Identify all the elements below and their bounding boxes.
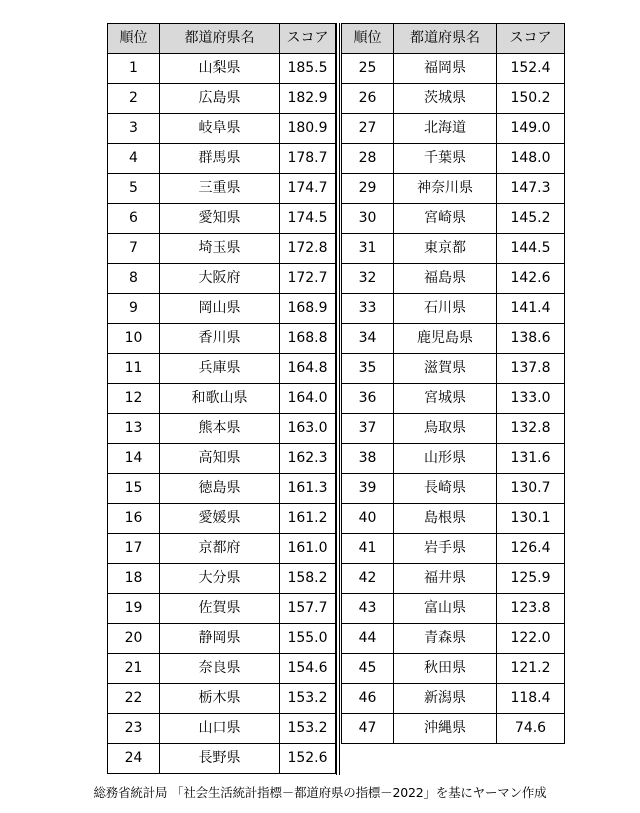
prefecture-cell: 福岡県: [394, 54, 497, 84]
rank-cell: 45: [342, 654, 394, 684]
table-row: [108, 474, 336, 504]
score-cell: 149.0: [497, 114, 565, 144]
rank-cell: 40: [342, 504, 394, 534]
table-row: [342, 84, 565, 114]
table-row: [342, 654, 565, 684]
score-cell: 131.6: [497, 444, 565, 474]
table-row: [108, 144, 336, 174]
prefecture-cell: 兵庫県: [160, 354, 280, 384]
score-cell: 185.5: [280, 54, 336, 84]
score-cell: 121.2: [497, 654, 565, 684]
prefecture-cell: 香川県: [160, 324, 280, 354]
score-cell: 182.9: [280, 84, 336, 114]
score-cell: 158.2: [280, 564, 336, 594]
ranking-table-right: [341, 23, 565, 744]
score-cell: 118.4: [497, 684, 565, 714]
table-row: [342, 234, 565, 264]
table-row: [342, 534, 565, 564]
score-cell: 153.2: [280, 684, 336, 714]
table-row: [108, 324, 336, 354]
score-cell: 157.7: [280, 594, 336, 624]
table-row: [108, 714, 336, 744]
prefecture-cell: 熊本県: [160, 414, 280, 444]
rank-cell: 14: [108, 444, 160, 474]
table-row: [108, 54, 336, 84]
score-cell: 164.0: [280, 384, 336, 414]
table-row: [108, 744, 336, 774]
rank-cell: 33: [342, 294, 394, 324]
score-cell: 161.0: [280, 534, 336, 564]
rank-cell: 9: [108, 294, 160, 324]
table-row: [108, 84, 336, 114]
header-prefecture: 都道府県名: [160, 24, 280, 54]
prefecture-cell: 山梨県: [160, 54, 280, 84]
header-row: [342, 24, 565, 54]
prefecture-cell: 沖縄県: [394, 714, 497, 744]
rank-cell: 41: [342, 534, 394, 564]
table-row: [342, 264, 565, 294]
table-row: [342, 444, 565, 474]
table-row: [108, 354, 336, 384]
rank-cell: 11: [108, 354, 160, 384]
prefecture-cell: 和歌山県: [160, 384, 280, 414]
rank-cell: 38: [342, 444, 394, 474]
score-cell: 132.8: [497, 414, 565, 444]
rank-cell: 36: [342, 384, 394, 414]
prefecture-cell: 千葉県: [394, 144, 497, 174]
score-cell: 168.8: [280, 324, 336, 354]
score-cell: 152.4: [497, 54, 565, 84]
prefecture-cell: 北海道: [394, 114, 497, 144]
rank-cell: 28: [342, 144, 394, 174]
rank-cell: 47: [342, 714, 394, 744]
prefecture-cell: 石川県: [394, 294, 497, 324]
table-row: [108, 594, 336, 624]
rank-cell: 4: [108, 144, 160, 174]
rank-cell: 37: [342, 414, 394, 444]
prefecture-cell: 島根県: [394, 504, 497, 534]
score-cell: 122.0: [497, 624, 565, 654]
rank-cell: 42: [342, 564, 394, 594]
score-cell: 161.2: [280, 504, 336, 534]
table-row: [342, 414, 565, 444]
rank-cell: 18: [108, 564, 160, 594]
score-cell: 172.7: [280, 264, 336, 294]
prefecture-cell: 東京都: [394, 234, 497, 264]
score-cell: 174.7: [280, 174, 336, 204]
prefecture-cell: 宮城県: [394, 384, 497, 414]
score-cell: 142.6: [497, 264, 565, 294]
rank-cell: 25: [342, 54, 394, 84]
prefecture-cell: 大阪府: [160, 264, 280, 294]
rank-cell: 22: [108, 684, 160, 714]
score-cell: 174.5: [280, 204, 336, 234]
table-row: [108, 234, 336, 264]
rank-cell: 23: [108, 714, 160, 744]
rank-cell: 30: [342, 204, 394, 234]
rank-cell: 12: [108, 384, 160, 414]
rank-cell: 10: [108, 324, 160, 354]
score-cell: 162.3: [280, 444, 336, 474]
score-cell: 138.6: [497, 324, 565, 354]
rank-cell: 3: [108, 114, 160, 144]
table-row: [342, 594, 565, 624]
score-cell: 125.9: [497, 564, 565, 594]
header-score: スコア: [497, 24, 565, 54]
table-row: [342, 474, 565, 504]
header-score: スコア: [280, 24, 336, 54]
prefecture-cell: 宮崎県: [394, 204, 497, 234]
prefecture-cell: 神奈川県: [394, 174, 497, 204]
prefecture-cell: 長野県: [160, 744, 280, 774]
table-row: [108, 384, 336, 414]
rank-cell: 19: [108, 594, 160, 624]
header-rank: 順位: [342, 24, 394, 54]
rank-cell: 35: [342, 354, 394, 384]
prefecture-cell: 埼玉県: [160, 234, 280, 264]
prefecture-cell: 岩手県: [394, 534, 497, 564]
rank-cell: 20: [108, 624, 160, 654]
table-row: [108, 684, 336, 714]
score-cell: 164.8: [280, 354, 336, 384]
score-cell: 178.7: [280, 144, 336, 174]
rank-cell: 13: [108, 414, 160, 444]
rank-cell: 31: [342, 234, 394, 264]
prefecture-cell: 山形県: [394, 444, 497, 474]
prefecture-cell: 静岡県: [160, 624, 280, 654]
score-cell: 126.4: [497, 534, 565, 564]
table-row: [342, 504, 565, 534]
prefecture-cell: 高知県: [160, 444, 280, 474]
rank-cell: 5: [108, 174, 160, 204]
table-row: [108, 414, 336, 444]
rank-cell: 46: [342, 684, 394, 714]
prefecture-cell: 奈良県: [160, 654, 280, 684]
prefecture-cell: 三重県: [160, 174, 280, 204]
table-row: [108, 204, 336, 234]
prefecture-cell: 滋賀県: [394, 354, 497, 384]
table-row: [108, 294, 336, 324]
table-row: [342, 324, 565, 354]
table-row: [342, 624, 565, 654]
table-row: [342, 114, 565, 144]
rank-cell: 17: [108, 534, 160, 564]
prefecture-cell: 徳島県: [160, 474, 280, 504]
score-cell: 152.6: [280, 744, 336, 774]
double-divider: [336, 23, 340, 775]
prefecture-cell: 秋田県: [394, 654, 497, 684]
prefecture-cell: 福井県: [394, 564, 497, 594]
prefecture-cell: 広島県: [160, 84, 280, 114]
table-row: [108, 264, 336, 294]
prefecture-cell: 大分県: [160, 564, 280, 594]
table-row: [342, 564, 565, 594]
score-cell: 145.2: [497, 204, 565, 234]
table-row: [108, 624, 336, 654]
table-row: [342, 684, 565, 714]
score-cell: 180.9: [280, 114, 336, 144]
header-row: [108, 24, 336, 54]
prefecture-cell: 富山県: [394, 594, 497, 624]
score-cell: 168.9: [280, 294, 336, 324]
prefecture-cell: 京都府: [160, 534, 280, 564]
score-cell: 137.8: [497, 354, 565, 384]
rank-cell: 15: [108, 474, 160, 504]
table-row: [108, 654, 336, 684]
prefecture-cell: 新潟県: [394, 684, 497, 714]
table-row: [108, 114, 336, 144]
prefecture-cell: 長崎県: [394, 474, 497, 504]
prefecture-cell: 佐賀県: [160, 594, 280, 624]
rank-cell: 8: [108, 264, 160, 294]
score-cell: 153.2: [280, 714, 336, 744]
table-row: [108, 534, 336, 564]
score-cell: 147.3: [497, 174, 565, 204]
prefecture-cell: 鳥取県: [394, 414, 497, 444]
score-cell: 74.6: [497, 714, 565, 744]
rank-cell: 27: [342, 114, 394, 144]
score-cell: 172.8: [280, 234, 336, 264]
score-cell: 123.8: [497, 594, 565, 624]
rank-cell: 44: [342, 624, 394, 654]
prefecture-cell: 鹿児島県: [394, 324, 497, 354]
score-cell: 163.0: [280, 414, 336, 444]
score-cell: 148.0: [497, 144, 565, 174]
score-cell: 133.0: [497, 384, 565, 414]
score-cell: 161.3: [280, 474, 336, 504]
table-row: [342, 204, 565, 234]
rank-cell: 6: [108, 204, 160, 234]
score-cell: 154.6: [280, 654, 336, 684]
prefecture-cell: 栃木県: [160, 684, 280, 714]
rank-cell: 39: [342, 474, 394, 504]
prefecture-cell: 山口県: [160, 714, 280, 744]
rank-cell: 2: [108, 84, 160, 114]
rank-cell: 24: [108, 744, 160, 774]
table-row: [342, 354, 565, 384]
table-row: [342, 54, 565, 84]
prefecture-cell: 青森県: [394, 624, 497, 654]
prefecture-cell: 岡山県: [160, 294, 280, 324]
table-row: [342, 294, 565, 324]
rank-cell: 1: [108, 54, 160, 84]
header-rank: 順位: [108, 24, 160, 54]
source-note: 総務省統計局 「社会生活統計指標－都道府県の指標－2022」を基にヤーマン作成: [93, 785, 547, 800]
rank-cell: 32: [342, 264, 394, 294]
rank-cell: 26: [342, 84, 394, 114]
prefecture-cell: 福島県: [394, 264, 497, 294]
prefecture-cell: 愛知県: [160, 204, 280, 234]
score-cell: 130.7: [497, 474, 565, 504]
rank-cell: 43: [342, 594, 394, 624]
score-cell: 141.4: [497, 294, 565, 324]
table-row: [108, 444, 336, 474]
rank-cell: 34: [342, 324, 394, 354]
score-cell: 150.2: [497, 84, 565, 114]
header-prefecture: 都道府県名: [394, 24, 497, 54]
rank-cell: 21: [108, 654, 160, 684]
prefecture-cell: 群馬県: [160, 144, 280, 174]
rank-cell: 16: [108, 504, 160, 534]
prefecture-cell: 愛媛県: [160, 504, 280, 534]
table-row: [342, 714, 565, 744]
table-row: [342, 174, 565, 204]
table-row: [342, 384, 565, 414]
table-row: [342, 144, 565, 174]
rank-cell: 29: [342, 174, 394, 204]
ranking-table-left: [107, 23, 336, 774]
prefecture-cell: 茨城県: [394, 84, 497, 114]
table-row: [108, 564, 336, 594]
score-cell: 130.1: [497, 504, 565, 534]
prefecture-cell: 岐阜県: [160, 114, 280, 144]
rank-cell: 7: [108, 234, 160, 264]
table-row: [108, 174, 336, 204]
table-row: [108, 504, 336, 534]
score-cell: 155.0: [280, 624, 336, 654]
score-cell: 144.5: [497, 234, 565, 264]
